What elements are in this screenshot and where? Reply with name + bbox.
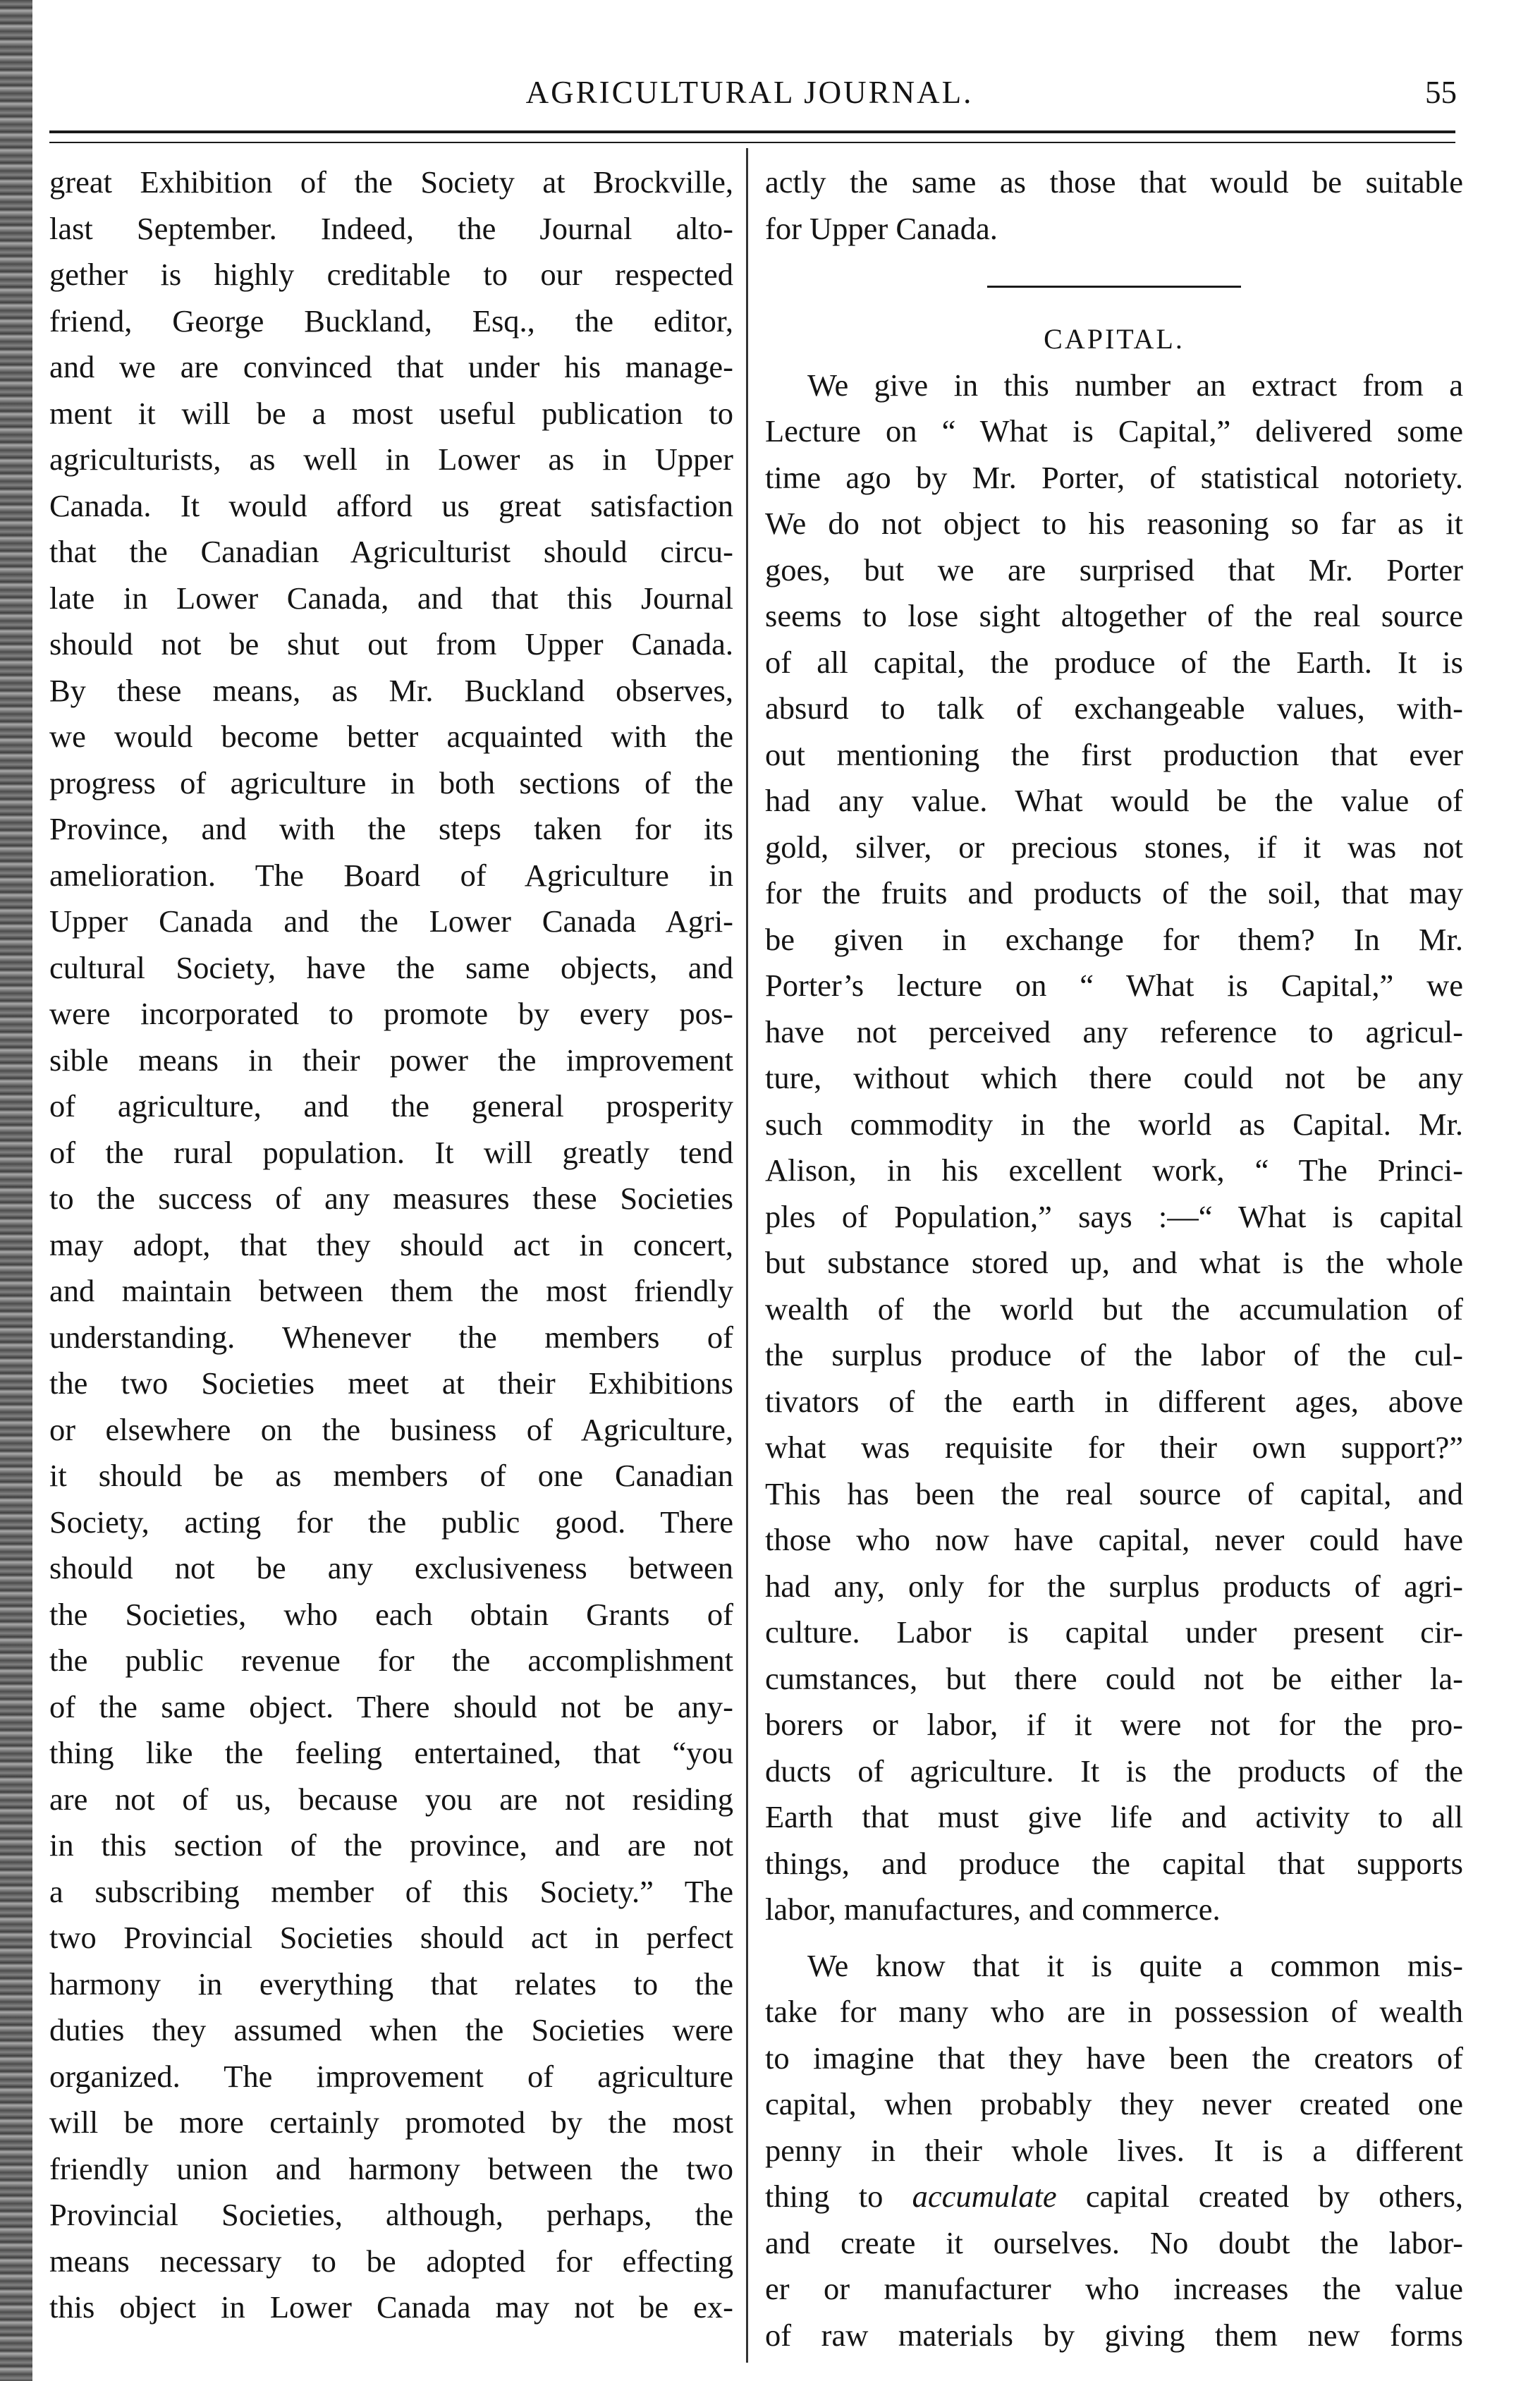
- text-line: harmony in everything that relates to the: [49, 1966, 733, 2002]
- text-line: organized. The improvement of agriculture: [49, 2058, 733, 2094]
- text-line: have not perceived any reference to agricul-: [765, 1013, 1463, 1049]
- text-line: ples of Population,” says :—“ What is capital: [765, 1198, 1463, 1234]
- text-fragment: thing to: [765, 2179, 884, 2214]
- text-line: cumstances, but there could not be either la-: [765, 1660, 1463, 1696]
- section-separator-rule: [987, 286, 1241, 288]
- right-column: [765, 159, 1463, 2358]
- left-column: [49, 159, 733, 2331]
- text-line: for the fruits and products of the soil, that may: [765, 875, 1463, 911]
- text-line: it should be as members of one Canadian: [49, 1458, 733, 1493]
- text-line: cultural Society, have the same objects, and: [49, 949, 733, 985]
- text-line: duties they assumed when the Societies were: [49, 2012, 733, 2047]
- text-line: and create it ourselves. No doubt the labor-: [765, 2224, 1463, 2260]
- text-line: of the rural population. It will greatly tend: [49, 1134, 733, 1170]
- text-line: penny in their whole lives. It is a different: [765, 2132, 1463, 2168]
- text-line: this object in Lower Canada may not be ex-: [49, 2289, 733, 2325]
- text-line: This has been the real source of capital, and: [765, 1475, 1463, 1511]
- text-line: were incorporated to promote by every pos-: [49, 996, 733, 1031]
- text-line: had any value. What would be the value of: [765, 783, 1463, 818]
- text-line: Society, acting for the public good. There: [49, 1504, 733, 1540]
- text-line: culture. Labor is capital under present cir-: [765, 1614, 1463, 1650]
- text-line: Canada. It would afford us great satisfaction: [49, 487, 733, 523]
- text-line: Earth that must give life and activity to all: [765, 1799, 1463, 1834]
- text-line: Province, and with the steps taken for its: [49, 811, 733, 846]
- text-line: take for many who are in possession of wealth: [765, 1994, 1463, 2029]
- text-line: should not be shut out from Upper Canada.: [49, 626, 733, 662]
- text-line: gold, silver, or precious stones, if it was not: [765, 829, 1463, 865]
- text-line: things, and produce the capital that supports: [765, 1845, 1463, 1881]
- text-line: out mentioning the first production that ever: [765, 736, 1463, 772]
- text-line: two Provincial Societies should act in perfect: [49, 1920, 733, 1955]
- section-title: CAPITAL.: [1044, 323, 1185, 355]
- text-line: We know that it is quite a common mis-: [807, 1947, 1463, 1983]
- text-line: late in Lower Canada, and that this Journal: [49, 580, 733, 616]
- text-line: labor, manufactures, and commerce.: [765, 1892, 1221, 1927]
- continued-paragraph: [765, 159, 1463, 252]
- text-line: friend, George Buckland, Esq., the editor,: [49, 303, 733, 339]
- header-double-rule: [49, 130, 1455, 143]
- text-line: we would become better acquainted with the: [49, 719, 733, 754]
- text-line: in this section of the province, and are not: [49, 1827, 733, 1863]
- text-line: gether is highly creditable to our respected: [49, 257, 733, 292]
- text-line: wealth of the world but the accumulation of: [765, 1291, 1463, 1327]
- text-line: be given in exchange for them? In Mr.: [765, 921, 1463, 957]
- text-line: last September. Indeed, the Journal alto-: [49, 210, 733, 246]
- text-line: are not of us, because you are not residing: [49, 1781, 733, 1817]
- text-line: but substance stored up, and what is the whole: [765, 1245, 1463, 1280]
- text-line: Lecture on “ What is Capital,” delivered some: [765, 413, 1463, 449]
- text-line: to imagine that they have been the creators of: [765, 2040, 1463, 2076]
- text-line: the Societies, who each obtain Grants of: [49, 1596, 733, 1632]
- text-line: thing like the feeling entertained, that “you: [49, 1735, 733, 1770]
- text-line: seems to lose sight altogether of the real source: [765, 598, 1463, 633]
- text-line: or elsewhere on the business of Agriculture,: [49, 1411, 733, 1447]
- text-line: capital, when probably they never created one: [765, 2086, 1463, 2121]
- text-line: may adopt, that they should act in concert,: [49, 1226, 733, 1262]
- text-line: the two Societies meet at their Exhibitions: [49, 1365, 733, 1401]
- text-line: ment it will be a most useful publication to: [49, 395, 733, 431]
- text-line: goes, but we are surprised that Mr. Porter: [765, 552, 1463, 587]
- text-line-with-emphasis: [765, 2174, 1463, 2220]
- text-line: of raw materials by giving them new forms: [765, 2317, 1463, 2353]
- text-line: friendly union and harmony between the two: [49, 2150, 733, 2186]
- paragraph-gap: [765, 1933, 1463, 1943]
- text-line: Provincial Societies, although, perhaps, the: [49, 2197, 733, 2232]
- text-line: the public revenue for the accomplishment: [49, 1643, 733, 1678]
- text-line: We do not object to his reasoning so far as it: [765, 506, 1463, 541]
- text-line: amelioration. The Board of Agriculture in: [49, 857, 733, 893]
- text-line: Alison, in his excellent work, “ The Princi-: [765, 1152, 1463, 1188]
- text-line: of the same object. There should not be any-: [49, 1688, 733, 1724]
- text-line: will be more certainly promoted by the most: [49, 2105, 733, 2140]
- capital-paragraph-2: [765, 1943, 1463, 2359]
- text-line: had any, only for the surplus products of agri-: [765, 1568, 1463, 1604]
- text-line: er or manufacturer who increases the value: [765, 2271, 1463, 2306]
- column-divider: [746, 148, 748, 2363]
- text-line: actly the same as those that would be suitable: [765, 164, 1463, 200]
- text-line: tivators of the earth in different ages, above: [765, 1383, 1463, 1419]
- text-line: of all capital, the produce of the Earth. It is: [765, 644, 1463, 680]
- text-line: should not be any exclusiveness between: [49, 1550, 733, 1585]
- text-line: understanding. Whenever the members of: [49, 1319, 733, 1355]
- text-line: those who now have capital, never could have: [765, 1522, 1463, 1557]
- emphasized-word: accumulate: [912, 2179, 1057, 2214]
- text-line: time ago by Mr. Porter, of statistical notoriety.: [765, 459, 1463, 495]
- left-column-paragraph: [49, 159, 733, 2331]
- capital-paragraph-1: [765, 363, 1463, 1933]
- text-line: that the Canadian Agriculturist should circu-: [49, 534, 733, 569]
- text-line: the surplus produce of the labor of the cul-: [765, 1337, 1463, 1372]
- text-line: agriculturists, as well in Lower as in Upper: [49, 442, 733, 477]
- running-head: [42, 74, 1457, 123]
- text-line: means necessary to be adopted for effecting: [49, 2243, 733, 2279]
- page-number: 55: [1425, 75, 1457, 110]
- text-line: such commodity in the world as Capital. Mr.: [765, 1106, 1463, 1142]
- text-line: to the success of any measures these Societies: [49, 1181, 733, 1216]
- text-line: By these means, as Mr. Buckland observes,: [49, 672, 733, 708]
- text-line: of agriculture, and the general prosperity: [49, 1088, 733, 1123]
- text-line: Porter’s lecture on “ What is Capital,” we: [765, 968, 1463, 1003]
- text-line: borers or labor, if it were not for the pro-: [765, 1707, 1463, 1742]
- text-line: and we are convinced that under his manage-: [49, 349, 733, 384]
- text-line: Upper Canada and the Lower Canada Agri-: [49, 903, 733, 939]
- text-line: and maintain between them the most friendly: [49, 1273, 733, 1308]
- page-binding-edge: [0, 0, 32, 2381]
- text-fragment: capital created by others,: [1085, 2179, 1464, 2214]
- text-line: a subscribing member of this Society.” The: [49, 1873, 733, 1909]
- text-line: absurd to talk of exchangeable values, with-: [765, 690, 1463, 726]
- text-line: ture, without which there could not be any: [765, 1060, 1463, 1095]
- text-line: for Upper Canada.: [765, 210, 998, 246]
- text-line: We give in this number an extract from a: [807, 367, 1463, 403]
- text-line: ducts of agriculture. It is the products of the: [765, 1753, 1463, 1789]
- running-title: AGRICULTURAL JOURNAL.: [525, 75, 974, 110]
- text-line: what was requisite for their own support?”: [765, 1430, 1463, 1465]
- text-line: sible means in their power the improvement: [49, 1042, 733, 1078]
- text-line: progress of agriculture in both sections of the: [49, 765, 733, 800]
- text-line: great Exhibition of the Society at Brockville,: [49, 164, 733, 200]
